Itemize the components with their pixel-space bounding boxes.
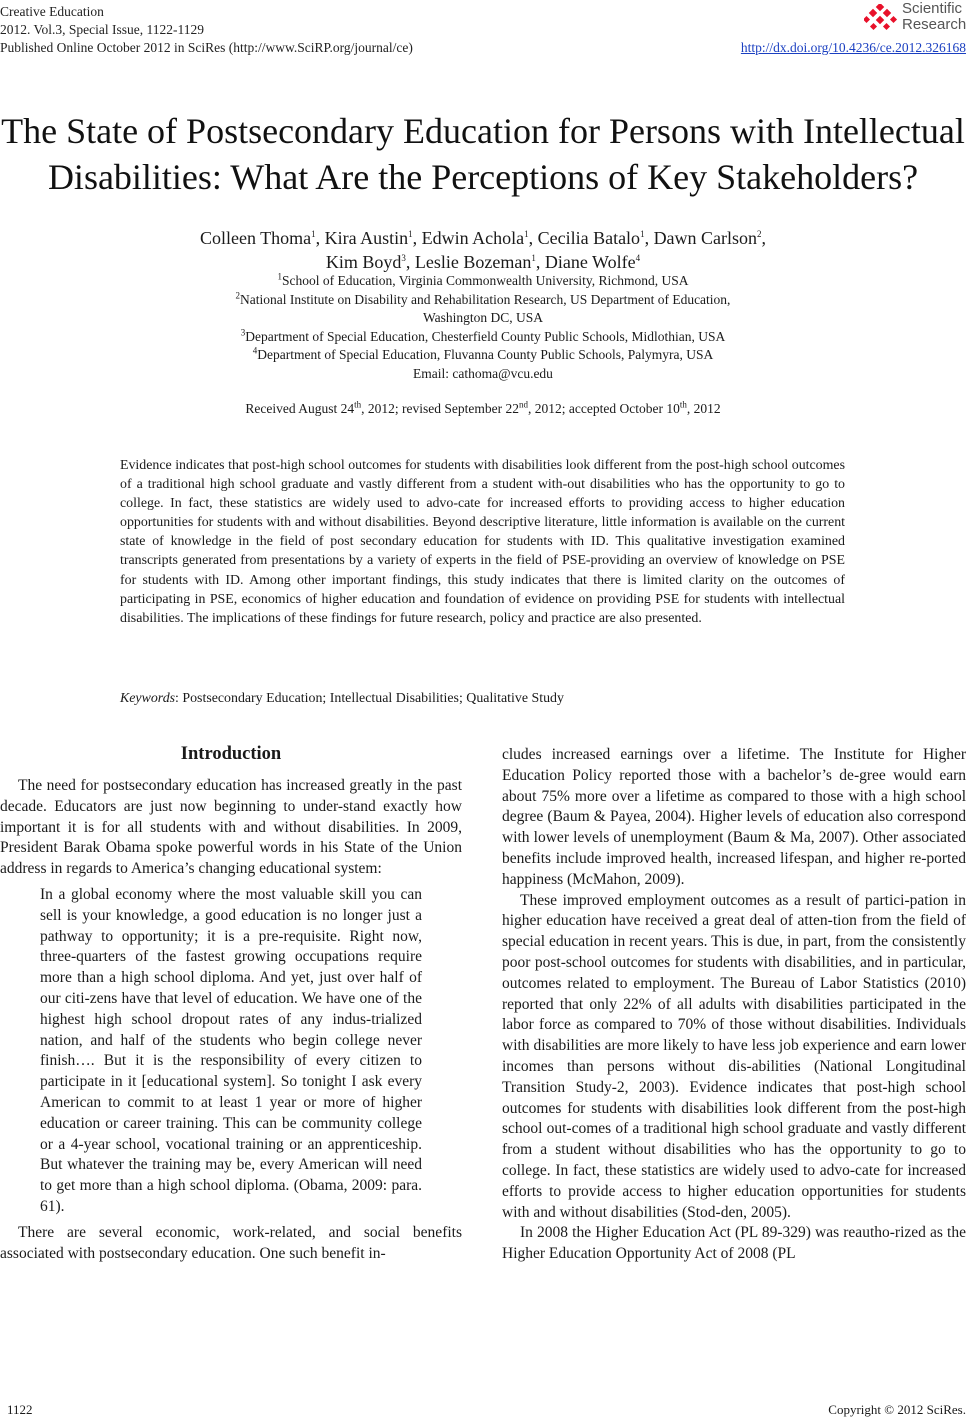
paragraph: The need for postsecondary education has increased greatly in the past decade. Educators are just now beginning to under-stand exactly how important it is for all students with and without disabilities. In 2009, President Barak Obama spoke powerful words in his State of the Union address in regards to America’s changing educational system: xyxy=(0,777,462,878)
affiliation-3 xyxy=(0,328,966,347)
date-suffix: th xyxy=(679,399,687,410)
author-affil-mark: 3 xyxy=(401,253,406,263)
author-name: , Diane Wolfe xyxy=(535,252,636,272)
logo-text-bottom: Research xyxy=(902,16,966,33)
page-number: 1122 xyxy=(7,1402,33,1417)
affil-text: Department of Special Education, Fluvanna County Public Schools, Palymyra, USA xyxy=(257,347,714,363)
affil-mark: 2 xyxy=(235,290,241,301)
abstract: Evidence indicates that post-high school outcomes for students with disabilities look different from the post-high school outcomes of a traditional high school graduate and vastly different from a student with-out disabilities who has the opportunity to go to college. In fact, these statistics are widely used to advo-cate for increased efforts to providing access to higher education opportunities for students with and without disabilities. Beyond descriptive literature, little information is available on the current state of knowledge in the field of post secondary education for students with ID. This qualitative investigation examined transcripts generated from presentations by a variety of experts in the field of PSE-providing an overview of knowledge on PSE for students with ID. Among other important findings, this study indicates that there is limited clarity on the outcomes of participating in PSE, economics of higher education and foundation of evidence on providing PSE for students with intellectual disabilities. The implications of these findings for future research, policy and practice are also presented. xyxy=(120,458,845,626)
author-name: Colleen Thoma xyxy=(199,228,312,248)
accepted-date: , 2012; accepted October 10 xyxy=(528,401,680,416)
left-column xyxy=(0,742,462,1264)
journal-volume: 2012. Vol.3, Special Issue, 1122-1129 xyxy=(0,22,204,37)
affiliation-1 xyxy=(0,272,966,291)
keywords xyxy=(120,689,845,708)
paragraph: There are several economic, work-related, and social benefits associated with postsecondary education. One such benefit in- xyxy=(0,1223,462,1262)
affil-mark: 4 xyxy=(252,345,258,356)
author-separator: , xyxy=(761,228,767,248)
affil-text: Department of Special Education, Chesterfield County Public Schools, Midlothian, USA xyxy=(245,328,726,344)
keywords-label: Keywords xyxy=(120,691,176,706)
author-name: , Leslie Bozeman xyxy=(405,252,532,272)
affil-text: National Institute on Disability and Rehabilitation Research, US Department of Education, xyxy=(240,291,731,307)
author-affil-mark: 1 xyxy=(640,229,645,239)
author-affil-mark: 1 xyxy=(524,229,529,239)
logo-mark-icon xyxy=(864,4,898,32)
logo-text-top: Scientific xyxy=(902,0,963,17)
author-name: , Edwin Achola xyxy=(412,228,525,248)
paragraph: In 2008 the Higher Education Act (PL 89-329) was reautho-rized as the Higher Education Opportunity Act of 2008 (PL xyxy=(502,1224,966,1263)
author-name: , Dawn Carlson xyxy=(644,228,758,248)
author-affil-mark: 1 xyxy=(311,229,316,239)
author-affil-mark: 1 xyxy=(408,229,413,239)
title-line-2: Disabilities: What Are the Perceptions of Key Stakeholders? xyxy=(47,157,919,197)
publication-info: Published Online October 2012 in SciRes (http://www.SciRP.org/journal/ce) xyxy=(0,40,413,55)
article-dates xyxy=(0,400,966,418)
affiliation-4 xyxy=(0,346,966,365)
author-affil-mark: 2 xyxy=(757,229,762,239)
revised-date: , 2012; revised September 22 xyxy=(361,401,519,416)
right-column xyxy=(502,745,966,1265)
date-year: , 2012 xyxy=(686,401,721,416)
affiliations xyxy=(0,272,966,384)
date-suffix: nd xyxy=(519,399,528,410)
affil-mark: 1 xyxy=(277,271,282,282)
author-name: Kim Boyd xyxy=(325,252,402,272)
copyright: Copyright © 2012 SciRes. xyxy=(828,1402,966,1417)
author-list xyxy=(0,226,966,274)
publisher-logo xyxy=(864,0,966,34)
journal-name: Creative Education xyxy=(0,4,104,19)
contact-email: Email: cathoma@vcu.edu xyxy=(413,365,553,381)
section-heading: Introduction xyxy=(180,744,282,764)
affil-text: School of Education, Virginia Commonwealth University, Richmond, USA xyxy=(281,273,689,288)
block-quote: In a global economy where the most valuable skill you can sell is your knowledge, a good education is no longer just a pathway to opportunity; it is a pre-requisite. Right now, three-quarters of the fastest growing occupations require more than a high school diploma. And yet, just over half of our citi-zens have that level of education. We have one of the highest high school dropout rates of any indus-trialized nation, and half of the students who begin college never finish…. But it is the responsibility of every citizen to participate in it [educational system]. So tonight I ask every American to commit to at least 1 year or more of higher education or career training. This can be community college or a 4-year school, vocational training or an apprenticeship. But whatever the training may be, every American will need to get more than a high school diploma. (Obama, 2009: para. 61). xyxy=(40,885,422,1215)
doi-link[interactable]: http://dx.doi.org/10.4236/ce.2012.326168 xyxy=(740,40,966,55)
affil-mark: 3 xyxy=(240,327,246,338)
keywords-text: : Postsecondary Education; Intellectual Disabilities; Qualitative Study xyxy=(175,691,564,706)
author-name: , Cecilia Batalo xyxy=(528,228,641,248)
author-affil-mark: 1 xyxy=(531,253,536,263)
paragraph: These improved employment outcomes as a result of partici-pation in higher education have received a great deal of atten-tion from the field of special education in recent years. This is due, in part, from the consistently poor post-school outcomes for students with disabilities, and in particular, outcomes related to employment. The Bureau of Labor Statistics (2010) reported that only 22% of all adults with disabilities participated in the labor force as compared to 70% of those without disabilities. Individuals with disabilities are more likely to have less job experience and earn lower incomes than persons without dis-abilities (National Longitudinal Transition Study-2, 2003). Evidence indicates that post-high school outcomes for students with disabilities look different from the post-high school out-comes of a traditional high school graduate and vastly different from a student without disabilities who has the opportunity to go to college. In fact, these statistics are widely used to advo-cate for increased efforts to provide access to higher education opportunities for students with and without disabilities (Stod-den, 2005). xyxy=(502,891,966,1221)
date-suffix: th xyxy=(354,399,362,410)
affiliation-2 xyxy=(0,291,966,310)
paper-title xyxy=(0,108,966,200)
author-affil-mark: 4 xyxy=(635,253,641,263)
paragraph: cludes increased earnings over a lifetime. The Institute for Higher Education Policy reported those with a bachelor’s de-gree would earn about 75% more over a lifetime as compared to those with a high school degree (Baum & Payea, 2004). Higher levels of education also correspond with lower levels of unemployment (Baum & Ma, 2007). Other associated benefits include improved health, increased lifespan, and higher re-ported happiness (McMahon, 2009). xyxy=(502,746,966,888)
affiliation-2-cont: Washington DC, USA xyxy=(422,310,544,326)
author-name: , Kira Austin xyxy=(315,228,409,248)
received-date: Received August 24 xyxy=(245,401,355,416)
title-line-1: The State of Postsecondary Education for Persons with Intellectual xyxy=(1,111,965,151)
